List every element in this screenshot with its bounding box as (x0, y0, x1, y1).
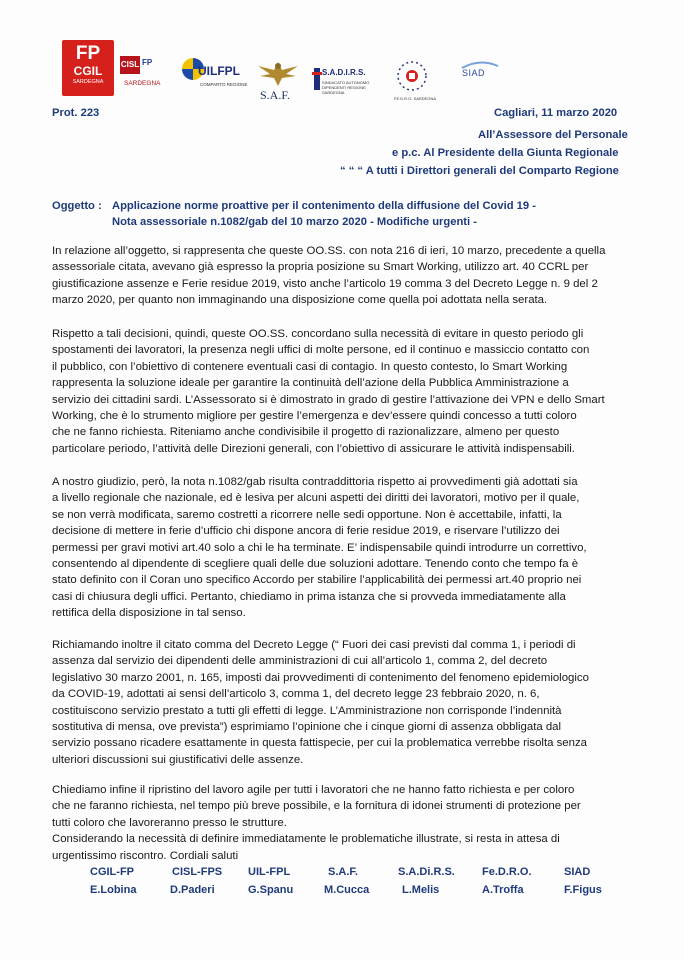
text-line: particolare periodo, l’attività delle Direzioni generali, con l’obiettivo di assicurare le attività indispensabili. (52, 442, 575, 455)
text-line: legislativo 30 marzo 2001, n. 165, imposti dai provvedimenti di contenimento del fenomeno epidemiologico (52, 671, 589, 684)
fedro-logo-text: FE.D.R.O. SARDEGNA (394, 96, 437, 101)
saf-logo (246, 58, 310, 108)
text-line: Chiediamo infine il ripristino del lavoro agile per tutti i lavoratori che ne hanno fatto richiesta e per coloro (52, 784, 575, 796)
saf-logo-text: S.A.F. (260, 88, 291, 102)
sadirs-logo-sub: SINDACATO AUTONOMO DIPENDENTI REGIONE SARDEGNA (322, 80, 370, 95)
signature-name: A.Troffa (482, 884, 524, 896)
text-line: marzo 2020, per quanto non immaginando una disposizione come quella poi adottata nella serata. (52, 294, 548, 307)
protocol-number: Prot. 223 (52, 107, 100, 119)
text-line: il pubblico, con l’obiettivo di contenere eventuali casi di contagio. In questo contesto, lo Smart Working (52, 360, 568, 373)
siad-logo (458, 60, 506, 90)
text-line: Considerando la necessità di definire immediatamente le problematiche illustrate, si resta in attesa di (52, 833, 560, 846)
sadirs-logo-text: S.A.D.I.R.S. (322, 68, 366, 77)
siad-logo-text: SIAD (462, 68, 486, 78)
text-line: tutti coloro che lavoreranno presso le strutture. (52, 816, 287, 829)
signature-unions-row (84, 866, 624, 882)
fedro-stars-icon (392, 58, 432, 96)
signature-names-row (84, 884, 624, 900)
signature-name: F.Figus (564, 884, 602, 896)
text-line: Rispetto a tali decisioni, quindi, queste OO.SS. concordano sulla necessità di evitare in questo periodo gli (52, 328, 584, 340)
body-paragraph (52, 326, 632, 457)
uil-logo-sub: COMPARTO REGIONE (200, 82, 248, 87)
signature-union: S.A.F. (328, 866, 358, 878)
body-paragraph (52, 243, 632, 309)
text-line: assenza dal servizio dei dipendenti delle amministrazioni di cui all’articolo 1, comma 2, del decreto (52, 655, 548, 668)
signature-union: S.A.Di.R.S. (398, 866, 455, 878)
body-paragraph (52, 637, 632, 768)
signature-union: SIAD (564, 866, 591, 878)
eagle-icon (256, 58, 300, 88)
signature-union: UIL-FPL (248, 866, 291, 878)
fp-cgil-logo-text: CGIL (73, 64, 103, 78)
text-line: che ne fanno richiesta. Riteniamo anche condivisibile il progetto di razionalizzare, almeno per questo (52, 426, 560, 439)
fp-cgil-logo (62, 40, 114, 96)
signature-union: Fe.D.R.O. (482, 866, 532, 878)
signature-name: E.Lobina (90, 884, 137, 896)
date-line: Cagliari, 11 marzo 2020 (494, 107, 618, 119)
text-line: che ne faranno richiesta, nel tempo più breve possibile, e la fornitura di idonei strumenti di protezione per (52, 800, 581, 813)
text-line: servizio dei cittadini sardi. L’Assessorato si è dimostrato in grado di gestire l’attivazione dei VPN e dello Smart (52, 393, 605, 406)
text-line: da COVID-19, adottati ai sensi dell’articolo 3, comma 1, del decreto legge 23 febbraio 2020, n. 6, (52, 688, 540, 701)
uil-logo-text: UILFPL (198, 64, 240, 78)
sadirs-logo (312, 68, 382, 104)
subject-label: Oggetto : (52, 200, 102, 212)
fedro-logo (390, 58, 436, 106)
cisl-logo-region: SARDEGNA (124, 80, 161, 87)
text-line: rappresenta la soluzione ideale per garantire la continuità dell’azione della Pubblica Amministrazione a (52, 377, 569, 390)
text-line: ulteriori discussioni sui giustificativi delle assenze. (52, 753, 304, 766)
text-line: rettifica della disposizione in tal senso. (52, 607, 246, 620)
text-line: decisione di mettere in ferie d’ufficio chi dispone ancora di ferie residue 2019, e riservare l’utilizzo dei (52, 525, 560, 538)
text-line: giustificazione assenze e Ferie residue 2019, visto anche l’articolo 19 comma 3 del Decreto Legge n. 9 del 2 (52, 277, 598, 290)
text-line: urgentissimo riscontro. Cordiali saluti (52, 849, 239, 862)
text-line: casi di chiusura degli uffici. Pertanto, chiediamo in prima istanza che si provveda immediatamente alla (52, 590, 566, 603)
text-line: assessoriale citata, avevano già espresso la propria posizione su Smart Working, utilizzo art. 40 CCRL per (52, 261, 589, 274)
signature-name: D.Paderi (170, 884, 215, 896)
body-paragraph (52, 474, 632, 622)
union-logos (62, 36, 522, 108)
text-line: consentendo al dipendente di scegliere quali delle due soluzioni adottare. Tenendo conto che tempo fa è (52, 558, 579, 571)
text-line: se non verrà modificata, saremo costretti a ricorrere nelle sedi opportune. Non è accettabile, infatti, la (52, 508, 562, 521)
subject-line: Applicazione norme proattive per il contenimento della diffusione del Covid 19 - (112, 200, 536, 212)
text-line: In relazione all’oggetto, si rappresenta che queste OO.SS. con nota 216 di ieri, 10 marzo, precedente a quella (52, 245, 606, 257)
signature-union: CISL-FPS (172, 866, 223, 878)
cisl-logo-text: FP (142, 58, 153, 67)
text-line: stato definito con il Coran uno specifico Accordo per stabilire l’applicabilità dei permessi art.40 proprio nei (52, 574, 582, 587)
cisl-logo-box: CISL (120, 56, 140, 74)
text-line: Working, che è lo strumento migliore per gestire l’emergenza e dev’essere quindi concesso a tutti coloro (52, 410, 577, 423)
text-line: permessi per gravi motivi art.40 solo a chi le ha terminate. E’ indispensabile quindi introdurre un correttivo, (52, 541, 587, 554)
recipient-line: All’Assessore del Personale (478, 129, 628, 141)
text-line: A nostro giudizio, però, la nota n.1082/gab risulta contraddittoria rispetto ai provvedimenti già adottati sia (52, 476, 578, 488)
recipient-line: e p.c. Al Presidente della Giunta Regionale (392, 147, 619, 159)
text-line: sostitutiva di mensa, ove prevista”) esprimiamo l’opinione che i cinque giorni di assenza obbligata dal (52, 721, 562, 734)
fp-cgil-logo-text: SARDEGNA (72, 79, 104, 85)
body-paragraph (52, 782, 632, 864)
uil-fpl-logo (182, 58, 252, 106)
text-line: Richiamando inoltre il citato comma del Decreto Legge (“ Fuori dei casi previsti dal comma 1, i periodi di (52, 639, 576, 651)
signature-union: CGIL-FP (90, 866, 134, 878)
signature-name: M.Cucca (324, 884, 370, 896)
text-line: spostamenti dei lavoratori, la presenza negli uffici di molte persone, ed il continuo e massiccio contatto con (52, 344, 590, 357)
recipient-line: “ “ “ A tutti i Direttori generali del Comparto Regione (340, 165, 619, 177)
signature-name: G.Spanu (248, 884, 294, 896)
text-line: a livello regionale che nazionale, ed è lesiva per alcuni aspetti dei diritti dei lavoratori, motivo per il quale, (52, 492, 580, 505)
subject-line: Nota assessoriale n.1082/gab del 10 marzo 2020 - Modifiche urgenti - (112, 216, 477, 228)
sadirs-emblem-icon (312, 68, 322, 90)
signature-name: L.Melis (402, 884, 440, 896)
cisl-fp-logo (120, 56, 178, 102)
text-line: costituiscono servizio prestato a tutti gli effetti di legge. L’Amministrazione non corrisponde l’indennità (52, 704, 562, 717)
text-line: servizio possano ricadere esattamente in questa fattispecie, per cui la problematica verrebbe risolta senza (52, 737, 588, 750)
fp-cgil-logo-text: FP (75, 43, 101, 64)
